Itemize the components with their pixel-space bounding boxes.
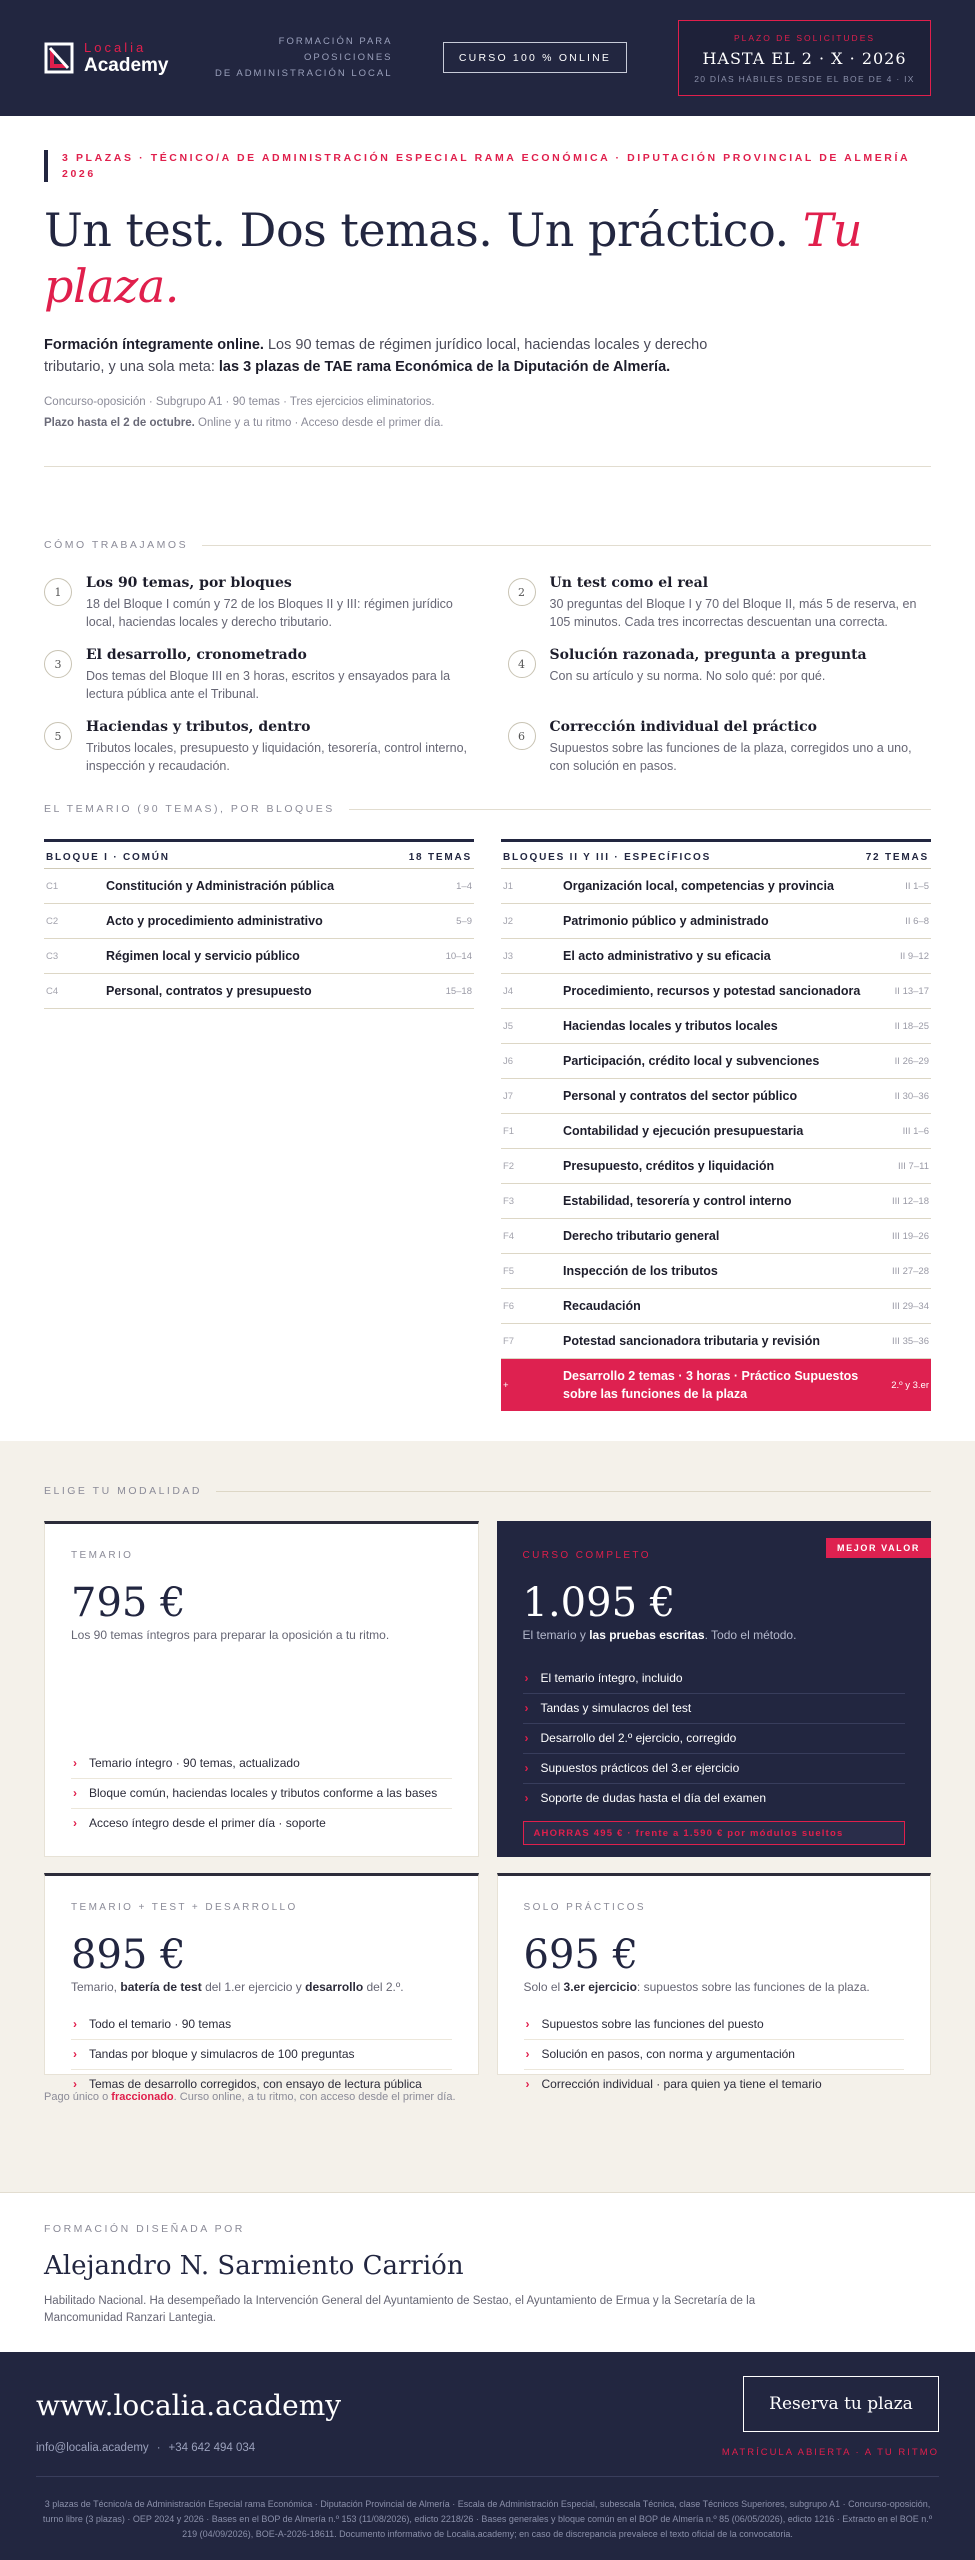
row-name: Personal y contratos del sector público xyxy=(563,1089,798,1103)
best-value-badge: MEJOR VALOR xyxy=(826,1538,931,1558)
row-name: Organización local, competencias y provincia xyxy=(563,879,834,893)
row-range: II 6–8 xyxy=(905,915,929,927)
plan-feature xyxy=(523,1694,906,1724)
block-title: BLOQUES II Y III · ESPECÍFICOS xyxy=(503,852,712,863)
hero-section xyxy=(0,116,975,434)
logo-top-text: Localia xyxy=(84,40,147,55)
plan-subtitle xyxy=(71,1979,452,1996)
step-number: 1 xyxy=(44,578,72,606)
plan-card-curso-completo[interactable] xyxy=(497,1521,932,1857)
section-heading xyxy=(44,539,931,551)
hero-meta-deadline: Plazo hasta el 2 de octubre. xyxy=(44,417,195,429)
row-name: Recaudación xyxy=(563,1299,641,1313)
author-name: Alejandro N. Sarmiento Carrión xyxy=(44,2251,464,2281)
step-title: Solución razonada, pregunta a pregunta xyxy=(549,647,867,663)
logo-bottom-text: Academy xyxy=(84,55,169,76)
chevron-right-icon: › xyxy=(524,1671,529,1685)
topic-row xyxy=(501,1184,931,1219)
row-range: III 19–26 xyxy=(892,1230,929,1242)
hero-title-accent: Tu plaza. xyxy=(44,203,863,313)
plan-label: SOLO PRÁCTICOS xyxy=(523,1902,647,1913)
topic-row xyxy=(501,1079,931,1114)
topic-row xyxy=(44,939,474,974)
hero-lead xyxy=(44,334,724,378)
plan-feature-text: El temario íntegro, incluido xyxy=(540,1671,683,1685)
plan-feature-text: Acceso íntegro desde el primer día · soporte xyxy=(89,1816,326,1830)
block-header xyxy=(44,839,474,869)
plan-feature-text: Tandas y simulacros del test xyxy=(540,1701,692,1715)
step-title: El desarrollo, cronometrado xyxy=(86,647,307,663)
row-range: II 9–12 xyxy=(899,950,929,962)
row-range: II 30–36 xyxy=(894,1090,929,1102)
plan-label: TEMARIO xyxy=(71,1550,134,1561)
deadline-date: HASTA EL 2 · X · 2026 xyxy=(702,48,907,68)
step-number: 2 xyxy=(508,578,536,606)
plan-sub-text: del 2.º. xyxy=(363,1980,404,1994)
step-desc: 18 del Bloque I común y 72 de los Bloques II y III: régimen jurídico local, haciendas locales y derecho tributario. xyxy=(86,597,453,629)
plan-sub-text: El temario y xyxy=(522,1628,590,1642)
plan-card-solo-practicos[interactable] xyxy=(497,1873,932,2091)
row-range: 2.º y 3.er xyxy=(891,1379,929,1391)
block-title: BLOQUE I · COMÚN xyxy=(46,852,170,863)
row-name: Régimen local y servicio público xyxy=(106,949,300,963)
step-number: 3 xyxy=(44,650,72,678)
row-range: II 18–25 xyxy=(894,1020,929,1032)
plan-price: 695 € xyxy=(523,1932,639,1978)
plan-sub-strong: las pruebas escritas xyxy=(589,1628,705,1642)
footer-email-link[interactable]: info@localia.academy xyxy=(36,2442,149,2454)
topic-row xyxy=(501,1044,931,1079)
row-code: F7 xyxy=(503,1335,515,1347)
deadline-box xyxy=(678,20,931,96)
step-number: 4 xyxy=(508,650,536,678)
row-name: Constitución y Administración pública xyxy=(106,879,335,893)
row-range: II 13–17 xyxy=(894,985,929,997)
chevron-right-icon: › xyxy=(525,2017,530,2031)
plan-feature xyxy=(71,1749,452,1779)
chevron-right-icon: › xyxy=(525,2047,530,2061)
step-desc: Con su artículo y su norma. No solo qué: por qué. xyxy=(549,669,826,683)
plan-feature-text: Supuestos sobre las funciones del puesto xyxy=(541,2017,764,2031)
tagline xyxy=(193,34,393,82)
plan-sub-text: Temario, xyxy=(71,1980,121,1994)
block-count: 72 TEMAS xyxy=(865,852,929,863)
step-number: 6 xyxy=(508,722,536,750)
pricing-heading: ELIGE TU MODALIDAD xyxy=(44,1485,202,1497)
plan-feature-text: Solución en pasos, con norma y argumentación xyxy=(541,2047,795,2061)
row-name: Patrimonio público y administrado xyxy=(563,914,769,928)
topic-row xyxy=(501,974,931,1009)
step-title: Haciendas y tributos, dentro xyxy=(86,719,311,735)
row-name: Contabilidad y ejecución presupuestaria xyxy=(563,1124,804,1138)
block-specific xyxy=(501,839,931,1411)
installments-link[interactable]: fraccionado xyxy=(111,2091,174,2103)
step-desc: Supuestos sobre las funciones de la plaza, corregidos uno a uno, con solución en pasos. xyxy=(549,741,912,773)
chevron-right-icon: › xyxy=(525,2077,530,2091)
row-code: C4 xyxy=(46,985,59,997)
plan-label: CURSO COMPLETO xyxy=(522,1550,651,1561)
section-heading xyxy=(44,2223,931,2235)
step-desc: Tributos locales, presupuesto y liquidación, tesorería, control interno, inspección y recaudación. xyxy=(86,741,467,773)
chevron-right-icon: › xyxy=(73,2077,77,2091)
plan-feature xyxy=(523,1754,906,1784)
plan-price: 895 € xyxy=(71,1932,186,1978)
plan-sub-strong: 3.er ejercicio xyxy=(563,1980,637,1994)
plan-feature xyxy=(71,1809,452,1838)
online-pill: CURSO 100 % ONLINE xyxy=(443,42,627,73)
plan-feature xyxy=(71,2070,452,2099)
how-grid xyxy=(44,575,931,775)
plan-feature-text: Corrección individual · para quien ya tiene el temario xyxy=(541,2077,822,2091)
how-item xyxy=(44,719,468,775)
row-range: II 26–29 xyxy=(894,1055,929,1067)
row-name: Inspección de los tributos xyxy=(563,1264,718,1278)
plan-features xyxy=(524,2010,905,2099)
section-heading xyxy=(44,803,931,815)
step-number: 5 xyxy=(44,722,72,750)
plan-sub-text: : supuestos sobre las funciones de la plaza. xyxy=(636,1980,870,1994)
logo[interactable] xyxy=(44,41,169,75)
enrollment-status: MATRÍCULA ABIERTA · A TU RITMO xyxy=(721,2447,939,2458)
topic-row xyxy=(501,869,931,904)
row-code: C3 xyxy=(46,950,59,962)
row-name: Acto y procedimiento administrativo xyxy=(106,914,323,928)
chevron-right-icon: › xyxy=(524,1731,529,1745)
row-code: J2 xyxy=(503,915,514,927)
how-section xyxy=(0,467,975,775)
plan-feature-text: Temas de desarrollo corregidos, con ensayo de lectura pública xyxy=(89,2077,422,2091)
plan-price: 795 € xyxy=(71,1580,186,1626)
step-desc: 30 preguntas del Bloque I y 70 del Bloque II, más 5 de reserva, en 105 minutos. Cada tres incorrectas descuentan una correcta. xyxy=(549,597,917,629)
topic-row xyxy=(501,1254,931,1289)
chevron-right-icon: › xyxy=(73,2047,77,2061)
reserve-button[interactable]: Reserva tu plaza xyxy=(743,2376,939,2432)
hero-lead-strong-2: las 3 plazas de TAE rama Económica de la Diputación de Almería. xyxy=(218,359,671,375)
row-name: Desarrollo 2 temas · 3 horas · Práctico Supuestos sobre las funciones de la plaza xyxy=(563,1369,859,1401)
plan-feature-text: Bloque común, haciendas locales y tributos conforme a las bases xyxy=(89,1786,438,1800)
row-range: II 1–5 xyxy=(905,880,929,892)
row-range: III 27–28 xyxy=(892,1265,929,1277)
row-code: J5 xyxy=(503,1020,514,1032)
plan-subtitle: Los 90 temas íntegros para preparar la oposición a tu ritmo. xyxy=(71,1628,390,1642)
topic-row xyxy=(501,1324,931,1359)
section-heading xyxy=(44,1485,931,1497)
plan-feature xyxy=(71,2040,452,2070)
row-code: + xyxy=(503,1379,509,1391)
row-name: Personal, contratos y presupuesto xyxy=(106,984,312,998)
row-code: C1 xyxy=(46,880,59,892)
step-title: Los 90 temas, por bloques xyxy=(86,575,292,591)
plan-feature-text: Desarrollo del 2.º ejercicio, corregido xyxy=(540,1731,737,1745)
plan-card-temario-test-desarrollo[interactable] xyxy=(44,1873,479,2091)
row-name: El acto administrativo y su eficacia xyxy=(563,949,771,963)
row-code: J3 xyxy=(503,950,514,962)
hero-kicker: 3 PLAZAS · TÉCNICO/A DE ADMINISTRACIÓN ESPECIAL RAMA ECONÓMICA · DIPUTACIÓN PROVINCIAL DE ALMERÍA 2026 xyxy=(44,150,931,182)
row-name: Estabilidad, tesorería y control interno xyxy=(563,1194,792,1208)
syllabus-section xyxy=(0,775,975,1411)
topic-row xyxy=(44,869,474,904)
topic-row xyxy=(501,1289,931,1324)
row-code: J4 xyxy=(503,985,514,997)
how-item xyxy=(508,647,932,703)
logo-mark-icon xyxy=(44,42,74,74)
plan-card-temario[interactable] xyxy=(44,1521,479,1857)
row-code: F5 xyxy=(503,1265,515,1277)
block-count: 18 TEMAS xyxy=(408,852,472,863)
payment-note-text: . Curso online, a tu ritmo, con acceso desde el primer día. xyxy=(173,2091,456,2103)
plan-sub-text: . Todo el método. xyxy=(704,1628,797,1642)
footer-contact: info@localia.academy · +34 642 494 034 xyxy=(36,2442,256,2454)
exam-highlight-row xyxy=(501,1359,931,1411)
plan-feature xyxy=(524,2070,905,2099)
row-range: III 29–34 xyxy=(892,1300,929,1312)
chevron-right-icon: › xyxy=(524,1791,529,1805)
hero-meta xyxy=(44,392,931,434)
row-name: Procedimiento, recursos y potestad sancionadora xyxy=(563,984,861,998)
plan-subtitle xyxy=(524,1979,905,1996)
row-range: 5–9 xyxy=(456,915,472,927)
row-range: 10–14 xyxy=(445,950,472,962)
row-code: F2 xyxy=(503,1160,515,1172)
row-code: F6 xyxy=(503,1300,515,1312)
row-code: F4 xyxy=(503,1230,515,1242)
row-name: Presupuesto, créditos y liquidación xyxy=(563,1159,775,1173)
row-code: F1 xyxy=(503,1125,515,1137)
chevron-right-icon: › xyxy=(73,1816,77,1830)
chevron-right-icon: › xyxy=(73,2017,77,2031)
row-range: 1–4 xyxy=(456,880,472,892)
plan-features xyxy=(71,2010,452,2099)
plan-feature-text: Soporte de dudas hasta el día del examen xyxy=(540,1791,766,1805)
step-desc: Dos temas del Bloque III en 3 horas, escritos y ensayados para la lectura pública ante el Tribunal. xyxy=(86,669,451,701)
block-common xyxy=(44,839,474,1411)
plan-features xyxy=(71,1749,452,1838)
topic-row xyxy=(501,904,931,939)
plan-feature xyxy=(524,2040,905,2070)
author-section xyxy=(0,2192,975,2352)
hero-title-main: Un test. Dos temas. Un práctico. xyxy=(44,203,789,257)
row-code: J7 xyxy=(503,1090,514,1102)
chevron-right-icon: › xyxy=(73,1786,77,1800)
how-heading: CÓMO TRABAJAMOS xyxy=(44,539,189,551)
hero-meta-line-1: Concurso-oposición · Subgrupo A1 · 90 temas · Tres ejercicios eliminatorios. xyxy=(44,396,435,408)
topic-row xyxy=(501,1219,931,1254)
topic-row xyxy=(501,939,931,974)
footer-phone-link[interactable]: +34 642 494 034 xyxy=(168,2442,256,2454)
hero-meta-line-2 xyxy=(44,413,931,434)
plan-feature-text: Todo el temario · 90 temas xyxy=(89,2017,232,2031)
row-code: J1 xyxy=(503,880,514,892)
step-title: Corrección individual del práctico xyxy=(549,719,817,735)
plan-feature xyxy=(523,1724,906,1754)
how-item xyxy=(508,719,932,775)
author-bio: Habilitado Nacional. Ha desempeñado la Intervención General del Ayuntamiento de Sestao, el Ayuntamiento de Ermua y la Secretaría de la Mancomunidad Ranzari Lantegia. xyxy=(44,2295,756,2324)
how-item xyxy=(44,647,468,703)
plan-feature xyxy=(524,2010,905,2040)
row-name: Participación, crédito local y subvenciones xyxy=(563,1054,820,1068)
pricing-grid xyxy=(44,1521,931,2091)
plan-sub-text: del 1.er ejercicio y xyxy=(201,1980,306,1994)
site-header xyxy=(0,0,975,116)
deadline-label: PLAZO DE SOLICITUDES xyxy=(733,32,876,43)
plan-label: TEMARIO + TEST + DESARROLLO xyxy=(71,1902,298,1913)
hero-title xyxy=(44,202,931,314)
plan-feature xyxy=(71,2010,452,2040)
hero-lead-text: Los 90 temas de régimen jurídico local, haciendas locales y derecho tributario, y una sola meta: xyxy=(44,337,708,375)
row-range: III 1–6 xyxy=(902,1125,929,1137)
site-footer xyxy=(0,2352,975,2560)
chevron-right-icon: › xyxy=(73,1756,77,1770)
row-range: 15–18 xyxy=(445,985,472,997)
plan-subtitle xyxy=(523,1627,906,1644)
plan-feature-text: Temario íntegro · 90 temas, actualizado xyxy=(89,1756,300,1770)
topic-row xyxy=(501,1149,931,1184)
deadline-sub: 20 DÍAS HÁBILES DESDE EL BOE DE 4 · IX xyxy=(694,73,915,84)
topic-row xyxy=(501,1009,931,1044)
plan-feature xyxy=(71,1779,452,1809)
plan-price: 1.095 € xyxy=(522,1580,676,1626)
plan-feature xyxy=(523,1784,906,1813)
syllabus-heading: EL TEMARIO (90 TEMAS), POR BLOQUES xyxy=(44,803,335,815)
chevron-right-icon: › xyxy=(524,1761,529,1775)
chevron-right-icon: › xyxy=(524,1701,529,1715)
plan-features xyxy=(523,1664,906,1813)
row-name: Derecho tributario general xyxy=(563,1229,720,1243)
step-title: Un test como el real xyxy=(549,575,709,591)
how-item xyxy=(44,575,468,631)
block-header xyxy=(501,839,931,869)
footer-site-link[interactable]: www.localia.academy xyxy=(36,2389,342,2422)
row-name: Haciendas locales y tributos locales xyxy=(563,1019,778,1033)
topic-row xyxy=(44,904,474,939)
plan-feature-text: Tandas por bloque y simulacros de 100 preguntas xyxy=(89,2047,355,2061)
row-range: III 12–18 xyxy=(892,1195,929,1207)
row-code: J6 xyxy=(503,1055,514,1067)
legal-text: 3 plazas de Técnico/a de Administración Especial rama Económica · Diputación Provincial de Almería · Escala de Administración Especial, subescala Técnica, clase Técnicos Superiores, subgrupo A1 · Concurso-oposición, turno libre (3 plazas) · OEP 2024 y 2026 · Bases en el BOP de Almería n.º 153 (11/08/2026), edicto 2218/26 · Bases generales y bloque común en el BOP de Almería n.º 85 (06/05/2026), edicto 1216 · Extracto en el BOE n.º 219 (04/09/2026), BOE-A-2026-18611. Documento informativo de Localia.academy; en caso de discrepancia prevalece el texto oficial de la convocatoria. xyxy=(36,2476,939,2542)
how-item xyxy=(508,575,932,631)
row-range: III 35–36 xyxy=(892,1335,929,1347)
payment-note-text: Pago único o xyxy=(44,2091,112,2103)
row-code: C2 xyxy=(46,915,59,927)
syllabus-grid xyxy=(44,839,931,1411)
topic-row xyxy=(44,974,474,1009)
row-code: F3 xyxy=(503,1195,515,1207)
row-range: III 7–11 xyxy=(898,1160,929,1172)
plan-sub-text: Solo el xyxy=(523,1980,564,1994)
tagline-line-2: DE ADMINISTRACIÓN LOCAL xyxy=(215,68,393,79)
hero-lead-strong-1: Formación íntegramente online. xyxy=(44,337,264,353)
topic-row xyxy=(501,1114,931,1149)
hero-meta-rest: Online y a tu ritmo · Acceso desde el primer día. xyxy=(194,417,444,429)
plan-feature xyxy=(523,1664,906,1694)
plan-feature-text: Supuestos prácticos del 3.er ejercicio xyxy=(540,1761,740,1775)
tagline-line-1: FORMACIÓN PARA OPOSICIONES xyxy=(278,36,393,63)
author-heading: FORMACIÓN DISEÑADA POR xyxy=(44,2223,245,2235)
plan-sub-strong: batería de test xyxy=(120,1980,202,1994)
pricing-section xyxy=(0,1441,975,2192)
plan-sub-strong: desarrollo xyxy=(305,1980,364,1994)
row-name: Potestad sancionadora tributaria y revisión xyxy=(563,1334,821,1348)
savings-banner: AHORRAS 495 € · frente a 1.590 € por módulos sueltos xyxy=(523,1821,906,1845)
